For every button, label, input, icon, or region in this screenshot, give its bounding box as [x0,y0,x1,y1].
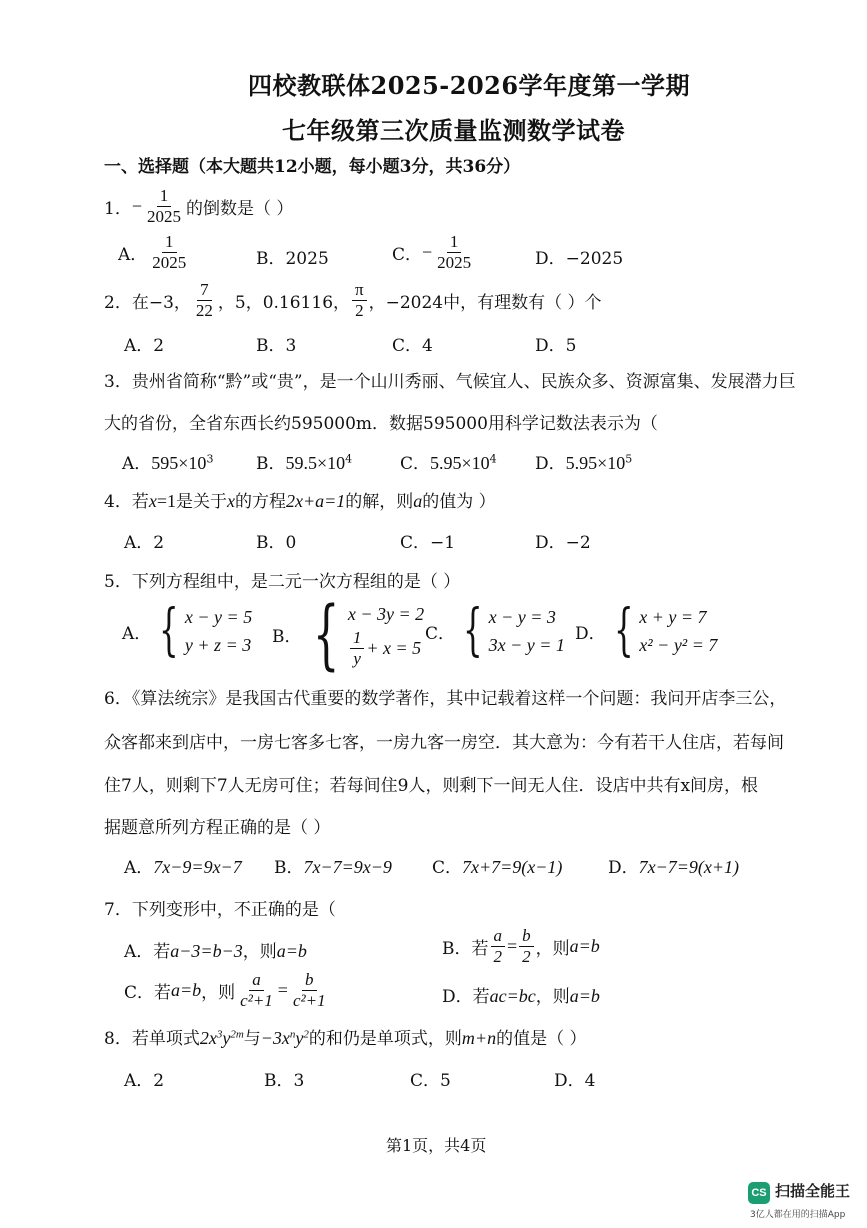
q1-option-c [392,232,476,273]
option-label: C． [400,454,431,474]
question-number: 2．在 [104,293,149,313]
sci-base: 5.95×10 [565,453,626,473]
page-footer: 第1页，共4页 [386,1136,487,1155]
fraction-denominator: 2025 [152,253,187,272]
left-brace: { [463,598,483,663]
q5-option-b [272,589,425,678]
q7-option-d [442,982,600,1007]
q4-option-d: D．−2 [535,533,591,553]
question-text: ，5，0.16116， [217,293,351,313]
fraction-denominator: c²+1 [240,991,273,1010]
exponent: 3 [206,452,214,466]
q3-option-b [256,449,352,474]
q3-option-d [535,449,632,474]
exam-title-line1: 四校教联体2025-2026学年度第一学期 [248,71,691,100]
question-text: ，−2024中，有理数有（ ）个 [368,293,602,313]
fraction-numerator: a [249,970,264,991]
equation-system [302,589,425,678]
question-6-line4: 据题意所列方程正确的是（ ） [104,818,331,838]
question-text: ，则 [242,942,277,962]
equation-row: y + z = 3 [184,635,252,655]
section-heading: 一、选择题（本大题共12小题，每小题3分，共36分） [104,157,521,177]
fraction [350,628,365,669]
q1-option-d: D．−2025 [535,249,624,269]
fraction-denominator: 2 [355,301,364,320]
q1-option-a [118,232,191,273]
q1-option-b: B．2025 [256,249,329,269]
q3-option-c [400,449,497,474]
question-text: 8．若单项式 [104,1029,200,1049]
equation-row [348,628,424,669]
fraction-denominator: 2 [522,947,531,966]
sci-base: 595×10 [151,453,207,473]
q3-option-a [122,449,213,474]
q8-option-c: C．5 [410,1071,451,1091]
fraction-denominator: c²+1 [292,991,326,1010]
fraction-denominator: 22 [195,301,213,320]
question-text: 的值为 ） [422,492,496,512]
fraction [519,926,534,967]
fraction [491,926,506,967]
fraction-numerator: π [352,280,367,301]
question-number: 1． [104,199,132,219]
fraction [434,232,474,273]
exponent: n [289,1028,296,1041]
equation-system [455,598,565,663]
minus-sign: − [422,242,433,262]
fraction-numerator: 1 [157,186,172,207]
equation-system [151,598,253,663]
math-expr: 2x [199,1028,217,1048]
option-label: C． [425,623,456,644]
left-brace: { [613,598,634,663]
fraction-numerator: 1 [350,628,365,649]
q2-option-b: B．3 [256,336,297,356]
fraction [290,970,329,1011]
question-text: ，则 [535,939,570,959]
fraction-denominator: 2025 [146,207,181,226]
question-text: 与 [243,1029,261,1049]
sci-base: 59.5×10 [285,453,346,473]
q4-option-b: B．0 [256,533,297,553]
question-8 [104,1024,586,1049]
math-expr: −3x [260,1028,290,1048]
math-var: y [222,1028,231,1048]
math-expr: 7x−9=9x−7 [153,857,242,877]
option-label: D． [608,858,639,878]
question-text: 是关于 [175,492,227,512]
watermark-tagline: 3亿人都在用的扫描App [750,1210,846,1220]
q7-option-a [124,937,307,962]
q4-option-c: C．−1 [400,533,456,553]
question-6-line1: 6．《算法统宗》是我国古代重要的数学著作，其中记载着这样一个问题：我问开店李三公， [104,689,787,709]
question-text: 4．若 [104,492,149,512]
math-expr: a=b [171,980,202,1000]
exponent: 5 [625,452,633,466]
question-3-line1: 3．贵州省简称“黔”或“贵”，是一个山川秀丽、气候宜人、民族众多、资源富集、发展潜力巨 [104,372,796,392]
fraction [193,280,216,321]
option-label: A． [124,858,154,878]
q6-option-c [432,853,562,878]
q5-option-a [122,598,253,663]
question-6-line2: 众客都来到店中，一房七客多七客，一房九客一房空．其大意为：今有若干人住店，若每间 [104,733,784,753]
math-expr: 7x−7=9(x+1) [638,857,740,877]
left-brace: { [159,598,179,663]
equals-sign: = [277,980,288,1000]
math-expr: =1 [156,491,176,511]
q8-option-b: B．3 [264,1071,305,1091]
fraction [149,232,189,273]
option-label: B． [256,454,286,474]
fraction-numerator: b [519,926,534,947]
math-expr: 2x+a=1 [285,491,346,511]
equation-rest: + x = 5 [366,638,422,658]
option-label: B． [274,858,304,878]
fraction-numerator: b [302,970,317,991]
q8-option-a: A．2 [124,1071,165,1091]
exam-title-line2: 七年级第三次质量监测数学试卷 [282,116,625,145]
fraction-numerator: 1 [162,232,177,253]
fraction-denominator: 2 [493,947,502,966]
math-expr: a=b [276,941,307,961]
equation-row: x − y = 3 [488,607,556,627]
left-brace: { [312,589,339,678]
exponent: 3 [216,1028,223,1041]
question-text: ，则 [201,983,236,1003]
sci-base: 5.95×10 [430,453,490,473]
q4-option-a: A．2 [124,533,165,553]
option-label: B． [272,626,302,647]
math-expr: 7x+7=9(x−1) [462,857,563,877]
question-text: −3， [148,293,191,313]
q2-option-c: C．4 [392,336,433,356]
math-expr: 7x−7=9x−9 [303,857,392,877]
question-4 [104,487,496,512]
option-label: D．若 [442,987,490,1007]
exponent: 4 [345,452,353,466]
fraction-denominator: 2025 [437,253,472,272]
option-label: C．若 [124,983,172,1003]
exponent: 2m [230,1028,244,1041]
q6-option-d [608,853,739,878]
equation-row: x + y = 7 [639,607,707,627]
question-3-line2: 大的省份，全省东西长约595000m．数据595000用科学记数法表示为（ [104,414,658,434]
math-expr: a=b [569,936,600,956]
q5-option-d [575,598,718,663]
math-expr: a−3=b−3 [170,941,243,961]
math-var: x [226,491,235,511]
equation-row: x − 3y = 2 [347,603,425,624]
math-expr: ac=bc [489,986,536,1006]
equation-row: 3x − y = 1 [488,635,565,655]
equation-row: x − y = 5 [184,607,253,627]
question-1 [104,186,293,227]
equals-sign: = [507,936,518,956]
question-6-line3: 住7人，则剩下7人无房可住；若每间住9人，则剩下一间无人住．设店中共有x间房，根 [104,776,759,796]
option-label: A． [118,245,148,265]
q2-option-d: D．5 [535,336,577,356]
equation-system [606,598,718,663]
fraction-numerator: 7 [197,280,212,301]
question-text: 的解，则 [345,492,414,512]
fraction [352,280,367,321]
q8-option-d: D．4 [554,1071,596,1091]
fraction [144,186,184,227]
option-label: C． [392,245,423,265]
q5-option-c [425,598,565,663]
question-5: 5．下列方程组中，是二元一次方程组的是（ ） [104,572,461,592]
fraction-numerator: a [491,926,506,947]
math-expr: m+n [461,1028,497,1048]
question-text: 的和仍是单项式，则 [308,1029,462,1049]
fraction [237,970,276,1011]
question-text: 的值是（ ） [496,1029,587,1049]
q2-option-a: A．2 [124,336,165,356]
math-var: y [295,1028,304,1048]
q7-option-c [124,970,331,1011]
option-label: A．若 [124,942,171,962]
fraction-denominator: y [353,648,361,668]
equation-row: x² − y² = 7 [639,635,718,655]
math-var: a [413,491,423,511]
option-label: C． [432,858,463,878]
question-2 [104,280,602,321]
question-text: 的倒数是（ ） [185,199,294,219]
option-label: B．若 [442,939,489,959]
fraction-numerator: 1 [447,232,462,253]
option-label: A． [122,623,152,644]
watermark-name: 扫描全能王 [775,1182,851,1200]
math-expr: a=b [569,986,600,1006]
camscanner-logo-icon: CS [748,1182,770,1204]
q7-option-b [442,926,600,967]
option-label: A． [122,454,152,474]
exponent: 4 [489,452,497,466]
option-label: D． [575,623,606,644]
option-label: D． [535,454,566,474]
q6-option-a [124,853,242,878]
question-text: 的方程 [234,492,286,512]
exponent: 2 [303,1028,309,1041]
q6-option-b [274,853,392,878]
minus-sign: − [131,196,142,216]
question-7: 7．下列变形中，不正确的是（ [104,900,336,920]
math-var: x [148,491,157,511]
question-text: ，则 [535,987,570,1007]
